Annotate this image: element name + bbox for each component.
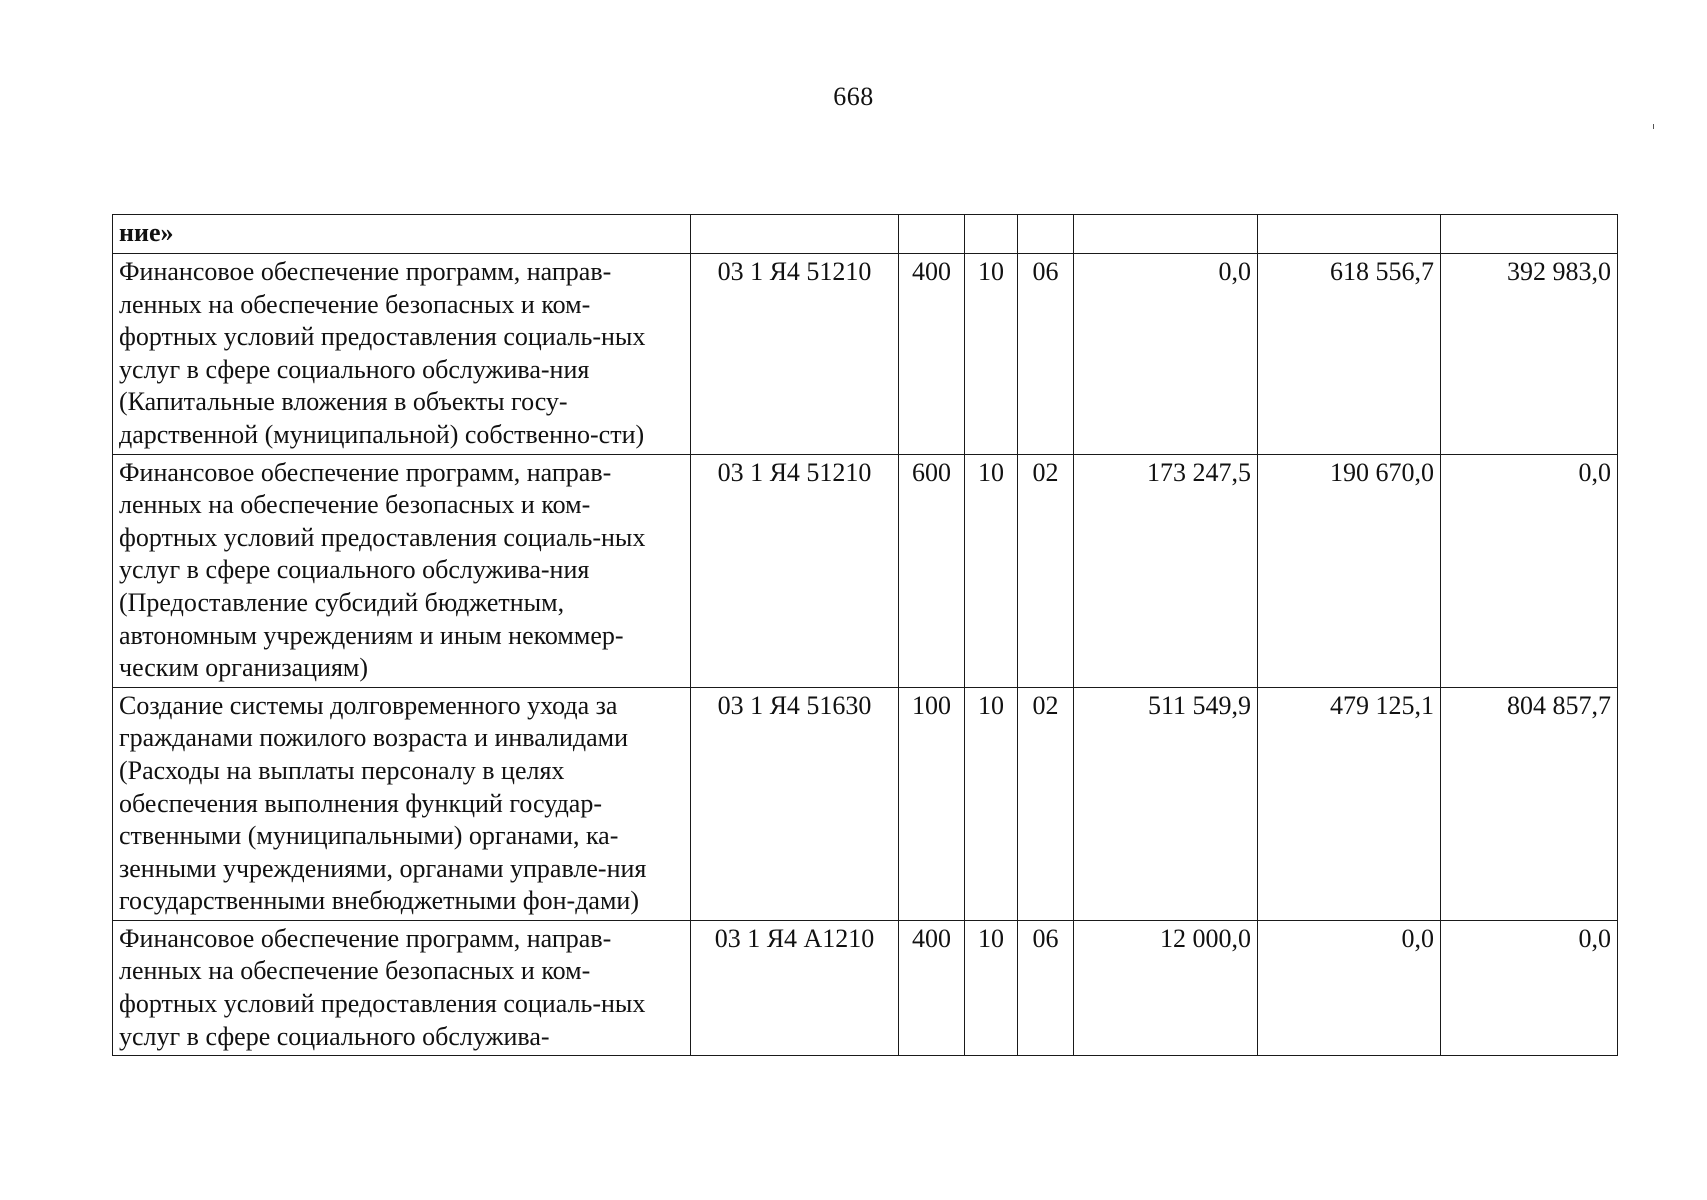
row-description: Финансовое обеспечение программ, направ-ленных на обеспечение безопасных и ком-фортных условий предоставления социаль-ных услуг в сфере социального обслужива-ния (Капитальные вложения в объекты госу-дарственной (муниципальной) собственно-сти) xyxy=(113,254,691,455)
row-description: Финансовое обеспечение программ, направ-ленных на обеспечение безопасных и ком-фортных условий предоставления социаль-ных услуг в сфере социального обслужива- xyxy=(113,920,691,1055)
amount-year-3: 392 983,0 xyxy=(1441,254,1618,455)
subsection-code: 06 xyxy=(1018,920,1074,1055)
table-row xyxy=(113,454,1618,687)
amount-year-1: 12 000,0 xyxy=(1074,920,1258,1055)
row-description: ние» xyxy=(113,215,691,254)
target-article-code: 03 1 Я4 51210 xyxy=(691,254,899,455)
target-article-code: 03 1 Я4 51210 xyxy=(691,454,899,687)
amount-year-2 xyxy=(1258,215,1441,254)
table-row xyxy=(113,687,1618,920)
expense-type-code: 100 xyxy=(899,687,965,920)
budget-table xyxy=(112,214,1618,1056)
section-code: 10 xyxy=(965,687,1018,920)
amount-year-3 xyxy=(1441,215,1618,254)
amount-year-3: 0,0 xyxy=(1441,454,1618,687)
expense-type-code xyxy=(899,215,965,254)
amount-year-1: 0,0 xyxy=(1074,254,1258,455)
amount-year-2: 479 125,1 xyxy=(1258,687,1441,920)
target-article-code: 03 1 Я4 51630 xyxy=(691,687,899,920)
expense-type-code: 400 xyxy=(899,920,965,1055)
amount-year-1 xyxy=(1074,215,1258,254)
scan-artifact xyxy=(1653,124,1654,129)
subsection-code xyxy=(1018,215,1074,254)
amount-year-2: 190 670,0 xyxy=(1258,454,1441,687)
expense-type-code: 600 xyxy=(899,454,965,687)
subsection-code: 06 xyxy=(1018,254,1074,455)
amount-year-3: 804 857,7 xyxy=(1441,687,1618,920)
section-code: 10 xyxy=(965,454,1018,687)
page-number: 668 xyxy=(833,82,874,111)
amount-year-1: 511 549,9 xyxy=(1074,687,1258,920)
table-row xyxy=(113,215,1618,254)
target-article-code xyxy=(691,215,899,254)
amount-year-2: 0,0 xyxy=(1258,920,1441,1055)
expense-type-code: 400 xyxy=(899,254,965,455)
section-code: 10 xyxy=(965,920,1018,1055)
section-code: 10 xyxy=(965,254,1018,455)
row-description: Создание системы долговременного ухода за гражданами пожилого возраста и инвалидами (Расходы на выплаты персоналу в целях обеспечения выполнения функций государ-ственными (муниципальными) органами, ка-зенными учреждениями, органами управле-ния государственными внебюджетными фон-дами) xyxy=(113,687,691,920)
row-description: Финансовое обеспечение программ, направ-ленных на обеспечение безопасных и ком-фортных условий предоставления социаль-ных услуг в сфере социального обслужива-ния (Предоставление субсидий бюджетным, автономным учреждениям и иным некоммер-ческим организациям) xyxy=(113,454,691,687)
subsection-code: 02 xyxy=(1018,454,1074,687)
target-article-code: 03 1 Я4 А1210 xyxy=(691,920,899,1055)
amount-year-2: 618 556,7 xyxy=(1258,254,1441,455)
table-row xyxy=(113,254,1618,455)
amount-year-3: 0,0 xyxy=(1441,920,1618,1055)
amount-year-1: 173 247,5 xyxy=(1074,454,1258,687)
section-code xyxy=(965,215,1018,254)
subsection-code: 02 xyxy=(1018,687,1074,920)
table-row xyxy=(113,920,1618,1055)
